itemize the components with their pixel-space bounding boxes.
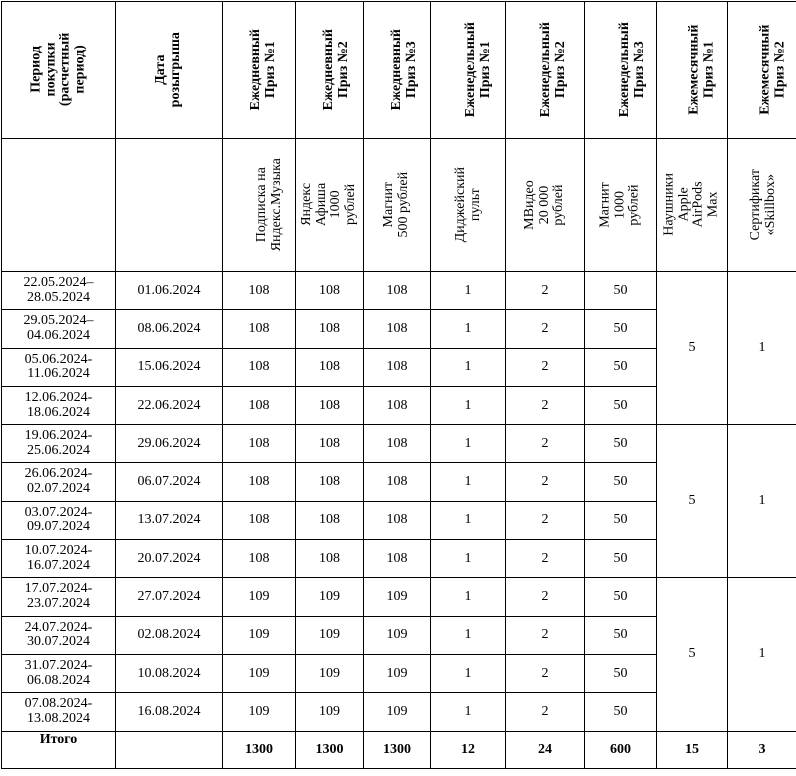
period-cell: 26.06.2024- 02.07.2024 xyxy=(2,463,116,501)
header-weekly-prize-3: Еженедельный Приз №3 xyxy=(585,2,657,139)
daily-prize-2-count: 108 xyxy=(296,501,364,539)
daily-prize-3-count: 108 xyxy=(364,272,431,310)
prize-schedule-table xyxy=(1,1,796,769)
data-rows xyxy=(2,272,796,732)
weekly-prize-2-count: 2 xyxy=(506,654,585,692)
monthly-prize-2-count: 1 xyxy=(728,272,796,425)
total-weekly-3: 600 xyxy=(585,731,657,768)
daily-prize-1-count: 108 xyxy=(223,501,296,539)
daily-prize-1-count: 108 xyxy=(223,272,296,310)
weekly-prize-1-count: 1 xyxy=(431,501,506,539)
daily-prize-3-count: 109 xyxy=(364,616,431,654)
weekly-prize-1-count: 1 xyxy=(431,310,506,348)
total-monthly-1: 15 xyxy=(657,731,728,768)
daily-prize-1-count: 108 xyxy=(223,463,296,501)
prize-name-weekly-2: МВидео 20 000 рублей xyxy=(506,139,585,272)
period-cell: 12.06.2024- 18.06.2024 xyxy=(2,386,116,424)
table-row xyxy=(2,578,796,616)
weekly-prize-1-count: 1 xyxy=(431,578,506,616)
weekly-prize-2-count: 2 xyxy=(506,425,585,463)
header-row xyxy=(2,2,796,139)
monthly-prize-2-count: 1 xyxy=(728,425,796,578)
weekly-prize-3-count: 50 xyxy=(585,540,657,578)
table-row xyxy=(2,425,796,463)
period-cell: 31.07.2024- 06.08.2024 xyxy=(2,654,116,692)
daily-prize-1-count: 109 xyxy=(223,654,296,692)
table-row xyxy=(2,272,796,310)
weekly-prize-2-count: 2 xyxy=(506,578,585,616)
draw-date-cell: 15.06.2024 xyxy=(116,348,223,386)
header-weekly-prize-2: Еженедельный Приз №2 xyxy=(506,2,585,139)
prize-name-daily-3: Магнит 500 рублей xyxy=(364,139,431,272)
prize-name-weekly-3: Магнит 1000 рублей xyxy=(585,139,657,272)
weekly-prize-3-count: 50 xyxy=(585,501,657,539)
daily-prize-2-count: 108 xyxy=(296,386,364,424)
header-monthly-prize-2: Ежемесячный Приз №2 xyxy=(728,2,796,139)
period-cell: 22.05.2024– 28.05.2024 xyxy=(2,272,116,310)
total-daily-3: 1300 xyxy=(364,731,431,768)
daily-prize-1-count: 108 xyxy=(223,348,296,386)
daily-prize-3-count: 109 xyxy=(364,693,431,731)
weekly-prize-2-count: 2 xyxy=(506,272,585,310)
weekly-prize-3-count: 50 xyxy=(585,386,657,424)
weekly-prize-1-count: 1 xyxy=(431,272,506,310)
daily-prize-2-count: 108 xyxy=(296,310,364,348)
empty-cell xyxy=(116,731,223,768)
prize-name-daily-1: Подписка на Яндекс.Музыка xyxy=(223,139,296,272)
draw-date-cell: 01.06.2024 xyxy=(116,272,223,310)
monthly-prize-1-count: 5 xyxy=(657,425,728,578)
weekly-prize-2-count: 2 xyxy=(506,348,585,386)
header-monthly-prize-1: Ежемесячный Приз №1 xyxy=(657,2,728,139)
daily-prize-3-count: 108 xyxy=(364,463,431,501)
weekly-prize-1-count: 1 xyxy=(431,654,506,692)
weekly-prize-1-count: 1 xyxy=(431,425,506,463)
daily-prize-1-count: 108 xyxy=(223,425,296,463)
weekly-prize-3-count: 50 xyxy=(585,693,657,731)
draw-date-cell: 29.06.2024 xyxy=(116,425,223,463)
period-cell: 19.06.2024- 25.06.2024 xyxy=(2,425,116,463)
weekly-prize-3-count: 50 xyxy=(585,348,657,386)
weekly-prize-3-count: 50 xyxy=(585,578,657,616)
draw-date-cell: 16.08.2024 xyxy=(116,693,223,731)
monthly-prize-1-count: 5 xyxy=(657,272,728,425)
weekly-prize-3-count: 50 xyxy=(585,425,657,463)
weekly-prize-1-count: 1 xyxy=(431,386,506,424)
draw-date-cell: 13.07.2024 xyxy=(116,501,223,539)
draw-date-cell: 06.07.2024 xyxy=(116,463,223,501)
total-weekly-2: 24 xyxy=(506,731,585,768)
draw-date-cell: 08.06.2024 xyxy=(116,310,223,348)
daily-prize-2-count: 108 xyxy=(296,463,364,501)
daily-prize-3-count: 109 xyxy=(364,578,431,616)
daily-prize-1-count: 109 xyxy=(223,578,296,616)
header-daily-prize-3: Ежедневный Приз №3 xyxy=(364,2,431,139)
weekly-prize-1-count: 1 xyxy=(431,616,506,654)
daily-prize-3-count: 108 xyxy=(364,386,431,424)
weekly-prize-2-count: 2 xyxy=(506,310,585,348)
total-weekly-1: 12 xyxy=(431,731,506,768)
weekly-prize-2-count: 2 xyxy=(506,501,585,539)
daily-prize-1-count: 109 xyxy=(223,693,296,731)
period-cell: 24.07.2024- 30.07.2024 xyxy=(2,616,116,654)
daily-prize-3-count: 108 xyxy=(364,348,431,386)
header-daily-prize-1: Ежедневный Приз №1 xyxy=(223,2,296,139)
empty-cell xyxy=(2,139,116,272)
period-cell: 07.08.2024- 13.08.2024 xyxy=(2,693,116,731)
prize-name-monthly-1: Наушники Apple AirPods Max xyxy=(657,139,728,272)
period-cell: 03.07.2024- 09.07.2024 xyxy=(2,501,116,539)
prize-names-row xyxy=(2,139,796,272)
header-weekly-prize-1: Еженедельный Приз №1 xyxy=(431,2,506,139)
weekly-prize-1-count: 1 xyxy=(431,348,506,386)
prize-name-weekly-1: Диджейский пульт xyxy=(431,139,506,272)
draw-date-cell: 27.07.2024 xyxy=(116,578,223,616)
daily-prize-2-count: 108 xyxy=(296,425,364,463)
period-cell: 29.05.2024– 04.06.2024 xyxy=(2,310,116,348)
weekly-prize-2-count: 2 xyxy=(506,540,585,578)
daily-prize-2-count: 108 xyxy=(296,540,364,578)
total-monthly-2: 3 xyxy=(728,731,796,768)
weekly-prize-1-count: 1 xyxy=(431,540,506,578)
draw-date-cell: 22.06.2024 xyxy=(116,386,223,424)
daily-prize-3-count: 108 xyxy=(364,501,431,539)
daily-prize-3-count: 109 xyxy=(364,654,431,692)
daily-prize-3-count: 108 xyxy=(364,310,431,348)
period-cell: 10.07.2024- 16.07.2024 xyxy=(2,540,116,578)
daily-prize-1-count: 108 xyxy=(223,386,296,424)
daily-prize-1-count: 109 xyxy=(223,616,296,654)
daily-prize-2-count: 109 xyxy=(296,578,364,616)
monthly-prize-1-count: 5 xyxy=(657,578,728,731)
empty-cell xyxy=(116,139,223,272)
monthly-prize-2-count: 1 xyxy=(728,578,796,731)
weekly-prize-3-count: 50 xyxy=(585,310,657,348)
daily-prize-2-count: 109 xyxy=(296,654,364,692)
weekly-prize-2-count: 2 xyxy=(506,463,585,501)
weekly-prize-3-count: 50 xyxy=(585,616,657,654)
daily-prize-1-count: 108 xyxy=(223,540,296,578)
prize-name-monthly-2: Сертификат «Skillbox» xyxy=(728,139,796,272)
total-daily-2: 1300 xyxy=(296,731,364,768)
daily-prize-1-count: 108 xyxy=(223,310,296,348)
draw-date-cell: 02.08.2024 xyxy=(116,616,223,654)
weekly-prize-2-count: 2 xyxy=(506,386,585,424)
daily-prize-3-count: 108 xyxy=(364,540,431,578)
totals-label: Итого xyxy=(2,731,116,768)
header-draw-date: Дата розыгрыша xyxy=(116,2,223,139)
draw-date-cell: 20.07.2024 xyxy=(116,540,223,578)
weekly-prize-3-count: 50 xyxy=(585,654,657,692)
daily-prize-2-count: 109 xyxy=(296,616,364,654)
weekly-prize-2-count: 2 xyxy=(506,693,585,731)
period-cell: 17.07.2024- 23.07.2024 xyxy=(2,578,116,616)
totals-row xyxy=(2,731,796,768)
weekly-prize-1-count: 1 xyxy=(431,693,506,731)
weekly-prize-2-count: 2 xyxy=(506,616,585,654)
weekly-prize-3-count: 50 xyxy=(585,272,657,310)
daily-prize-2-count: 108 xyxy=(296,272,364,310)
prize-name-daily-2: Яндекс Афиша 1000 рублей xyxy=(296,139,364,272)
header-period: Период покупки (расчетный период) xyxy=(2,2,116,139)
weekly-prize-3-count: 50 xyxy=(585,463,657,501)
daily-prize-2-count: 109 xyxy=(296,693,364,731)
period-cell: 05.06.2024- 11.06.2024 xyxy=(2,348,116,386)
total-daily-1: 1300 xyxy=(223,731,296,768)
header-daily-prize-2: Ежедневный Приз №2 xyxy=(296,2,364,139)
draw-date-cell: 10.08.2024 xyxy=(116,654,223,692)
weekly-prize-1-count: 1 xyxy=(431,463,506,501)
daily-prize-3-count: 108 xyxy=(364,425,431,463)
daily-prize-2-count: 108 xyxy=(296,348,364,386)
